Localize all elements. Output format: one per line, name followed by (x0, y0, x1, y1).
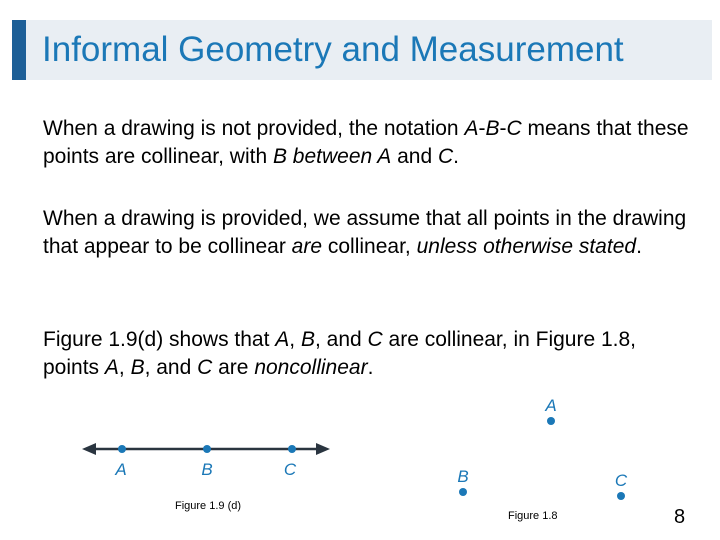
point-c (617, 492, 625, 500)
italic-run: B between A (272, 145, 392, 168)
italic-run: C (438, 145, 454, 168)
right-arrowhead-icon (316, 443, 330, 455)
italic-run: A (464, 117, 479, 140)
label-c: C (614, 471, 628, 490)
text-run: . (367, 356, 374, 379)
text-run: , and (144, 356, 198, 379)
page-number: 8 (674, 506, 686, 528)
label-c: C (283, 460, 297, 479)
text-run: , and (314, 328, 368, 351)
text-run: . (636, 235, 642, 258)
text-run: When a drawing is not provided, the notation (43, 117, 465, 140)
text-run: and (391, 145, 438, 168)
point-b (203, 445, 211, 453)
text-run: Figure 1.9(d) shows that (43, 328, 276, 351)
page-title: Informal Geometry and Measurement (42, 30, 624, 69)
label-b: B (201, 460, 213, 479)
italic-run: B (300, 328, 315, 351)
italic-run: are (291, 235, 323, 258)
point-b (459, 488, 467, 496)
italic-run: A (104, 356, 119, 379)
text-run: When a drawing is provided, we assume that all points in the drawing that appear to be collinear (43, 207, 687, 258)
figure-1-9d (82, 443, 330, 479)
text-run: - (478, 117, 486, 140)
italic-run: B (485, 117, 500, 140)
text-run: . (453, 145, 460, 168)
figure-1-8-caption: Figure 1.8 (508, 510, 558, 522)
label-b: B (457, 467, 469, 486)
text-run: , (118, 356, 131, 379)
figure-1-9d-caption: Figure 1.9 (d) (175, 500, 242, 512)
point-a (118, 445, 126, 453)
italic-run: unless otherwise stated (416, 235, 637, 258)
italic-run: C (506, 117, 522, 140)
text-run: collinear, (322, 235, 417, 258)
text-run: , (289, 328, 301, 351)
text-run: - (499, 117, 507, 140)
italic-run: C (197, 356, 213, 379)
italic-run: noncollinear (254, 356, 368, 379)
point-c (288, 445, 296, 453)
label-a: A (545, 396, 557, 415)
italic-run: C (367, 328, 383, 351)
point-a (547, 417, 555, 425)
italic-run: A (275, 328, 290, 351)
figure-1-8 (457, 396, 628, 500)
label-a: A (115, 460, 127, 479)
text-run: means that these points are collinear, with (43, 117, 689, 168)
text-run: are (212, 356, 255, 379)
text-run: are collinear, in Figure 1.8, points (43, 328, 637, 379)
left-arrowhead-icon (82, 443, 96, 455)
italic-run: B (130, 356, 145, 379)
